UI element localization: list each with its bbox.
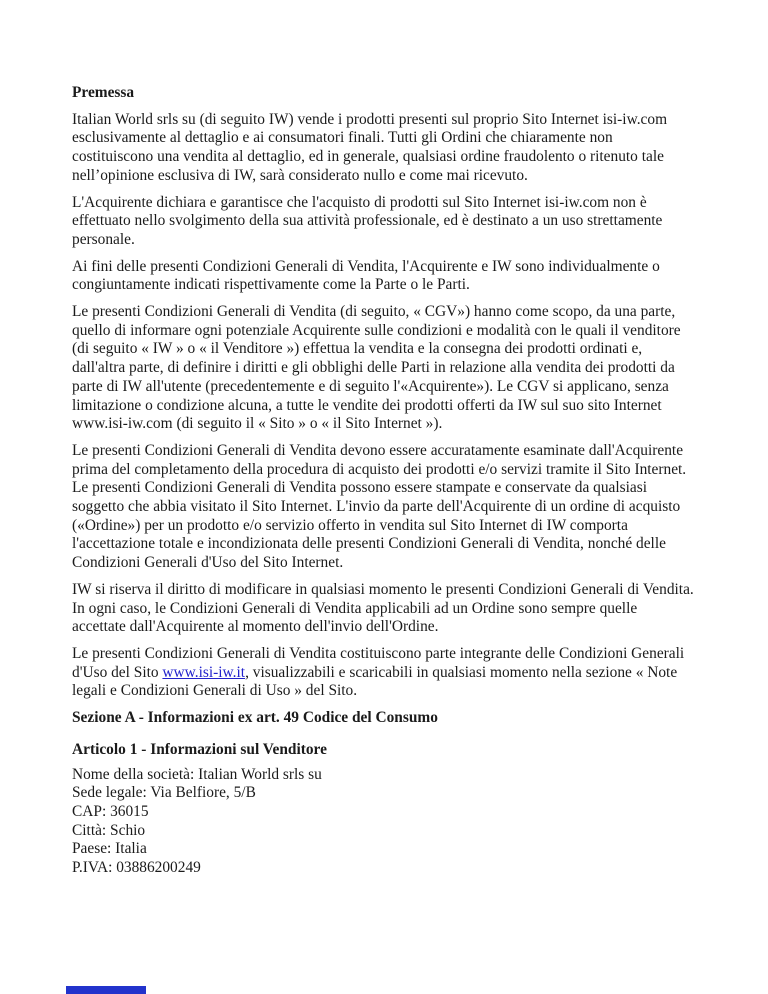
seller-cap: CAP: 36015 xyxy=(72,802,149,820)
article-1-heading: Articolo 1 - Informazioni sul Venditore xyxy=(72,740,327,758)
uso-paragraph-before: Le presenti Condizioni Generali di Vendita costituiscono parte integrante delle Condizioni Generali d'Uso del Sito xyxy=(72,644,685,681)
document-content xyxy=(72,84,694,878)
seller-city: Città: Schio xyxy=(72,821,146,839)
paragraph-intro: Italian World srls su (di seguito IW) vende i prodotti presenti sul proprio Sito Internet isi-iw.com esclusivamente al dettaglio e ai consumatori finali. Tutti gli Ordini che chiaramente non costituiscono una vendita al dettaglio, ed in generale, qualsiasi ordine fraudolento o ritenuto tale nell’opinione esclusiva di IW, sarà considerato nullo e come mai ricevuto. xyxy=(72,110,668,184)
paragraph-cgv-scopo: Le presenti Condizioni Generali di Vendita (di seguito, « CGV») hanno come scopo, da una parte, quello di informare ogni potenziale Acquirente sulle condizioni e modalità con le quali il venditore (di seguito « IW » o « il Venditore ») effettua la vendita e la consegna dei prodotti ordinati e, dall'altra parte, di definire i diritti e gli obblighi delle Parti in relazione alla vendita dei prodotti da parte di IW all'utente (precedentemente e di seguito l'«Acquirente»). Le CGV si applicano, senza limitazione o condizione alcuna, a tutte le vendite dei prodotti offerti da IW sul suo sito Internet www.isi-iw.com (di seguito il « Sito » o « il Sito Internet »). xyxy=(72,303,681,433)
seller-country: Paese: Italia xyxy=(72,840,147,858)
seller-company-name: Nome della società: Italian World srls su xyxy=(72,765,322,783)
paragraph-esame-cgv: Le presenti Condizioni Generali di Vendita devono essere accuratamente esaminate dall'Acquirente prima del completamento della procedura di acquisto dei prodotti e/o servizi tramite il Sito Internet. Le presenti Condizioni Generali di Vendita possono essere stampate e conservate da qualsiasi soggetto che abbia visitato il Sito Internet. L'invio da parte dell'Acquirente di un ordine di acquisto («Ordine») per un prodotto e/o servizio offerto in vendita sul Sito Internet di IW comporta l'accettazione totale e incondizionata delle presenti Condizioni Generali di Vendita, nonché delle Condizioni Generali d'Uso del Sito Internet. xyxy=(72,441,687,572)
clipped-link-fragment[interactable] xyxy=(66,986,146,994)
isi-iw-link[interactable]: www.isi-iw.it xyxy=(162,663,246,681)
premessa-heading: Premessa xyxy=(72,84,135,101)
section-a-heading: Sezione A - Informazioni ex art. 49 Codice del Consumo xyxy=(72,709,438,727)
paragraph-modifiche: IW si riserva il diritto di modificare in qualsiasi momento le presenti Condizioni Generali di Vendita. In ogni caso, le Condizioni Generali di Vendita applicabili ad un Ordine sono sempre quelle accettate dall'Acquirente al momento dell'invio dell'Ordine. xyxy=(72,580,694,636)
uso-paragraph-after: , visualizzabili e scaricabili in qualsiasi momento nella sezione « Note legali e Condizioni Generali di Uso » del Sito. xyxy=(72,663,678,700)
seller-legal-address: Sede legale: Via Belfiore, 5/B xyxy=(72,784,256,802)
paragraph-parti: Ai fini delle presenti Condizioni Generali di Vendita, l'Acquirente e IW sono individualmente o congiuntamente indicati rispettivamente come la Parte o le Parti. xyxy=(72,257,660,294)
seller-piva: P.IVA: 03886200249 xyxy=(72,859,201,877)
paragraph-acquirente: L'Acquirente dichiara e garantisce che l'acquisto di prodotti sul Sito Internet isi-iw.com non è effettuato nello svolgimento della sua attività professionale, ed è destinato a un uso strettamente personale. xyxy=(72,193,663,248)
paragraph-uso-sito xyxy=(72,645,694,701)
